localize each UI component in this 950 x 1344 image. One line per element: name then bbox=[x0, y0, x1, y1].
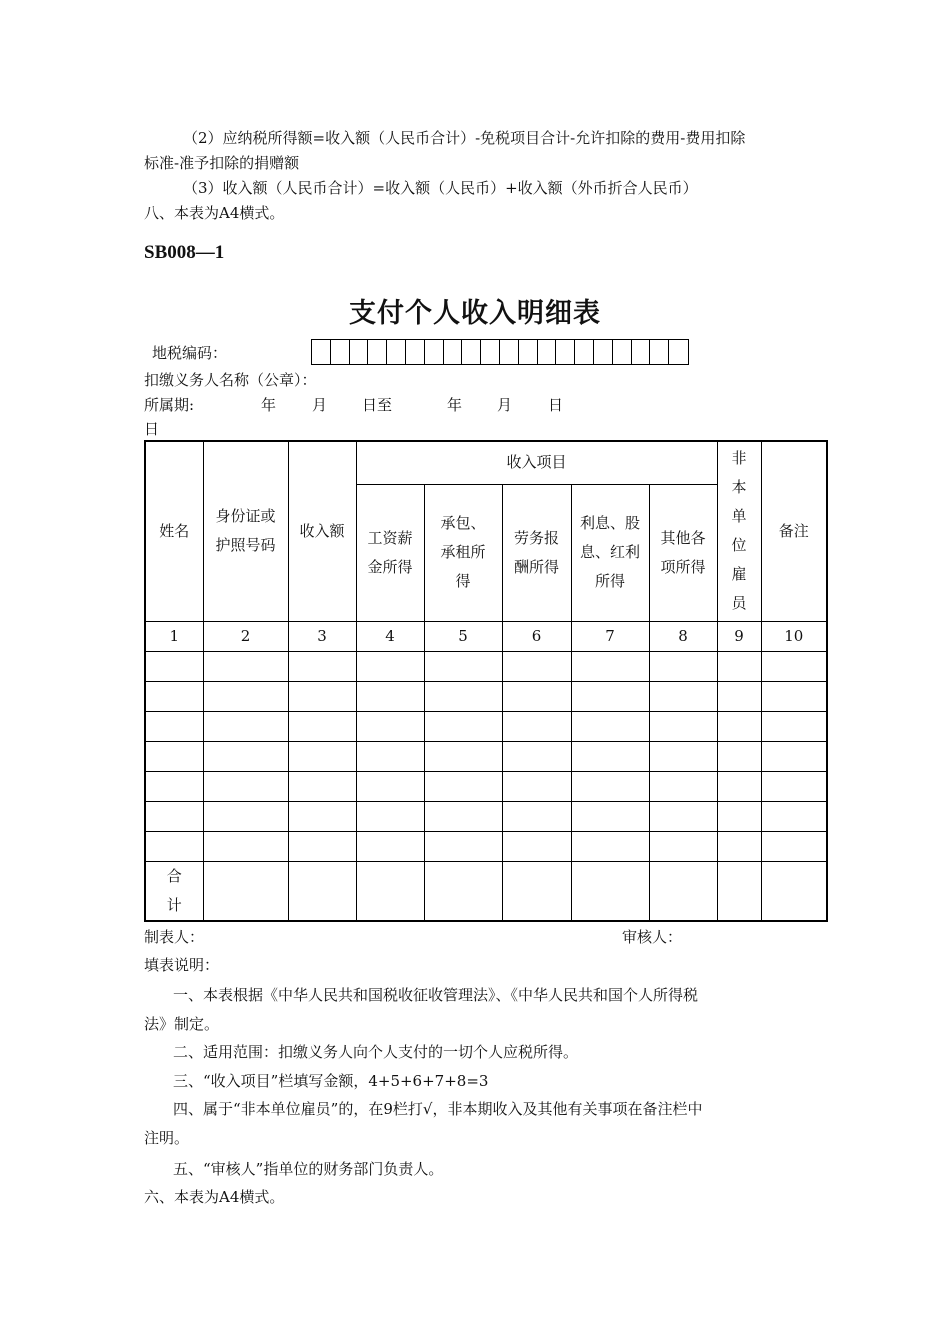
instruction-4: 四、属于“非本单位雇员”的，在9栏打√，非本期收入及其他有关事项在备注栏中 bbox=[173, 1100, 703, 1118]
period-day-to: 日至 bbox=[362, 396, 393, 414]
table-row[interactable] bbox=[145, 651, 827, 681]
col-number: 4 bbox=[356, 621, 424, 651]
withholder-label: 扣缴义务人名称（公章）： bbox=[144, 371, 317, 389]
header-wage: 工资薪金所得 bbox=[356, 484, 424, 621]
income-detail-table bbox=[144, 440, 828, 922]
form-title: 支付个人收入明细表 bbox=[349, 298, 601, 329]
total-row[interactable] bbox=[145, 861, 827, 921]
period-year-2: 年 bbox=[447, 396, 463, 414]
table-row[interactable] bbox=[145, 831, 827, 861]
instructions-title: 填表说明： bbox=[144, 956, 220, 974]
col-number: 2 bbox=[203, 621, 288, 651]
col-number: 5 bbox=[424, 621, 502, 651]
header-other: 其他各项所得 bbox=[649, 484, 717, 621]
header-note: 备注 bbox=[761, 441, 827, 621]
table-row[interactable] bbox=[145, 681, 827, 711]
instruction-1-cont: 法》制定。 bbox=[144, 1015, 220, 1033]
col-number: 8 bbox=[649, 621, 717, 651]
header-income-amount: 收入额 bbox=[288, 441, 356, 621]
period-month-2: 月 bbox=[497, 396, 513, 414]
instruction-4-cont: 注明。 bbox=[144, 1129, 190, 1147]
period-day-wrap: 日 bbox=[144, 420, 160, 438]
note-line-2-cont: 标准-准予扣除的捐赠额 bbox=[144, 154, 300, 172]
header-name: 姓名 bbox=[145, 441, 203, 621]
preparer-label: 制表人： bbox=[144, 928, 205, 946]
reviewer-label: 审核人： bbox=[622, 928, 683, 946]
form-code: SB008—1 bbox=[144, 242, 225, 263]
period-year-1: 年 bbox=[261, 396, 277, 414]
header-non-employee: 非本单位雇员 bbox=[717, 441, 761, 621]
col-number: 10 bbox=[761, 621, 827, 651]
col-number: 6 bbox=[502, 621, 571, 651]
table-row[interactable] bbox=[145, 741, 827, 771]
header-id-number: 身份证或护照号码 bbox=[203, 441, 288, 621]
note-line-8: 八、本表为A4横式。 bbox=[144, 204, 285, 222]
instruction-6: 六、本表为A4横式。 bbox=[144, 1188, 285, 1206]
note-line-2: （2）应纳税所得额=收入额（人民币合计）-免税项目合计-允许扣除的费用-费用扣除 bbox=[183, 129, 746, 147]
tax-code-boxes[interactable] bbox=[311, 339, 689, 365]
col-number: 7 bbox=[571, 621, 649, 651]
header-labor: 劳务报酬所得 bbox=[502, 484, 571, 621]
table-row[interactable] bbox=[145, 771, 827, 801]
instruction-1: 一、本表根据《中华人民共和国税收征收管理法》、《中华人民共和国个人所得税 bbox=[173, 986, 699, 1004]
period-month-1: 月 bbox=[312, 396, 328, 414]
instruction-5: 五、“审核人”指单位的财务部门负责人。 bbox=[173, 1160, 444, 1178]
table-row[interactable] bbox=[145, 801, 827, 831]
note-line-3: （3）收入额（人民币合计）=收入额（人民币）+收入额（外币折合人民币） bbox=[183, 179, 698, 197]
period-day: 日 bbox=[548, 396, 564, 414]
col-number: 1 bbox=[145, 621, 203, 651]
table-row[interactable] bbox=[145, 711, 827, 741]
header-interest: 利息、股息、红利所得 bbox=[571, 484, 649, 621]
instruction-2: 二、适用范围：扣缴义务人向个人支付的一切个人应税所得。 bbox=[173, 1043, 579, 1061]
col-number: 9 bbox=[717, 621, 761, 651]
col-number: 3 bbox=[288, 621, 356, 651]
instruction-3: 三、“收入项目”栏填写金额，4+5+6+7+8=3 bbox=[173, 1072, 489, 1090]
tax-code-label: 地税编码： bbox=[152, 344, 228, 362]
period-label: 所属期: bbox=[144, 396, 195, 414]
header-income-items: 收入项目 bbox=[356, 441, 717, 484]
header-contract: 承包、承租所得 bbox=[424, 484, 502, 621]
total-label: 合计 bbox=[145, 861, 203, 921]
